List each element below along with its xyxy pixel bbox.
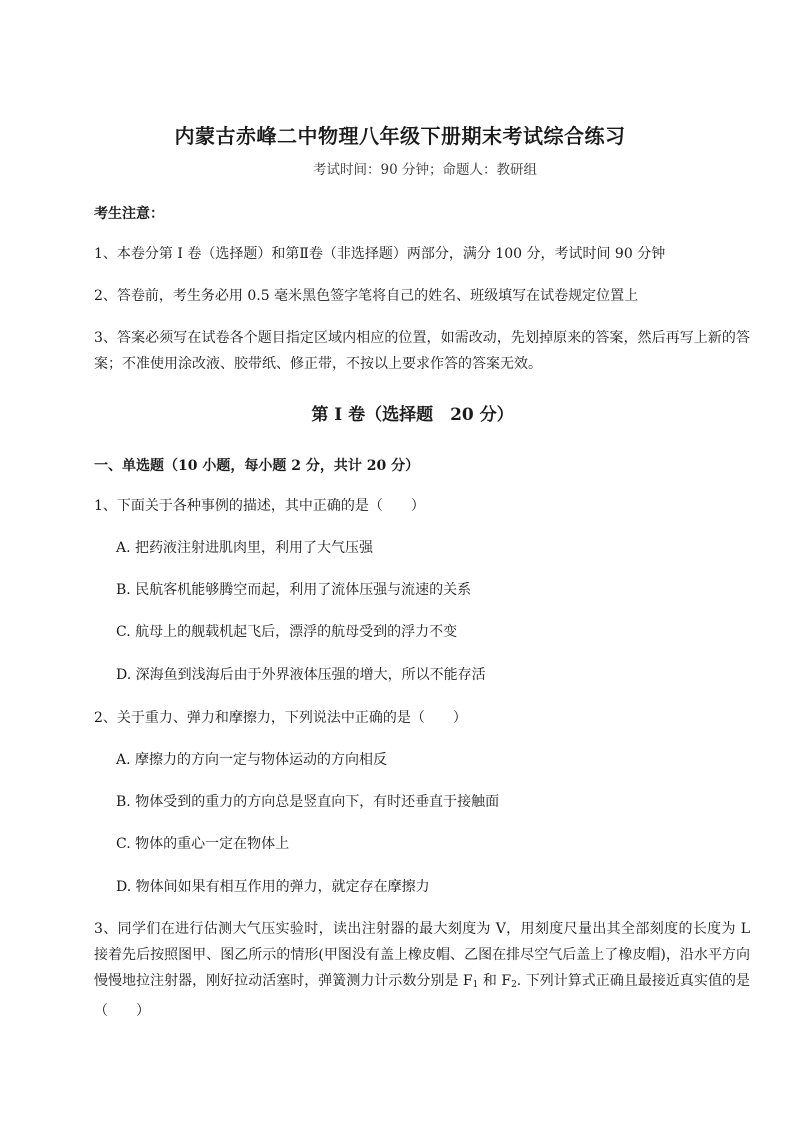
notice-item: 2、答卷前，考生务必用 0.5 毫米黑色签字笔将自己的姓名、班级填写在试卷规定位置上 bbox=[94, 288, 639, 304]
option-d: D. 深海鱼到浅海后由于外界液体压强的增大，所以不能存活 bbox=[116, 667, 486, 683]
option-a: A. 把药液注射进肌肉里，利用了大气压强 bbox=[116, 540, 374, 556]
notice-item: 3、答案必须写在试卷各个题目指定区域内相应的位置，如需改动，先划掉原来的答案，然后再写上新的答案；不准使用涂改液、胶带纸、修正带，不按以上要求作答的答案无效。 bbox=[94, 330, 750, 372]
notice-item: 1、本卷分第 I 卷（选择题）和第Ⅱ卷（非选择题）两部分，满分 100 分，考试时间 90 分钟 bbox=[94, 246, 666, 262]
part-heading: 一、单选题（10 小题，每小题 2 分，共计 20 分） bbox=[94, 458, 420, 474]
stem-text: 和 F bbox=[478, 973, 512, 989]
question-stem bbox=[94, 916, 750, 1024]
option-b: B. 物体受到的重力的方向总是竖直向下，有时还垂直于接触面 bbox=[116, 794, 500, 810]
option-a: A. 摩擦力的方向一定与物体运动的方向相反 bbox=[116, 752, 388, 768]
option-c: C. 物体的重心一定在物体上 bbox=[116, 836, 290, 852]
notice-heading: 考生注意： bbox=[94, 206, 164, 222]
section-title: 第 I 卷（选择题 20 分） bbox=[311, 405, 514, 425]
page-title: 内蒙古赤峰二中物理八年级下册期末考试综合练习 bbox=[174, 124, 626, 148]
subscript: 2 bbox=[511, 980, 517, 990]
exam-info: 考试时间：90 分钟；命题人：教研组 bbox=[313, 162, 537, 178]
question-stem: 2、关于重力、弹力和摩擦力，下列说法中正确的是（ ） bbox=[94, 710, 467, 726]
stem-text: . 下列计算式正确且最接近真实值的是（ ） bbox=[94, 973, 750, 1019]
option-d: D. 物体间如果有相互作用的弹力，就定存在摩擦力 bbox=[116, 879, 430, 895]
stem-text: 3、同学们在进行估测大气压实验时，读出注射器的最大刻度为 V，用刻度尺量出其全部刻度的长度为 L 接着先后按照图甲、图乙所示的情形(甲图没有盖上橡皮帽、乙图在排尽空气后盖上了橡皮帽)，沿水平方向慢慢地拉注射器，刚好拉动活塞时，弹簧测力计示数分别是 F bbox=[94, 921, 750, 989]
question-stem: 1、下面关于各种事例的描述，其中正确的是（ ） bbox=[94, 498, 425, 514]
subscript: 1 bbox=[472, 980, 479, 990]
option-b: B. 民航客机能够腾空而起，利用了流体压强与流速的关系 bbox=[116, 582, 472, 598]
option-c: C. 航母上的舰载机起飞后，漂浮的航母受到的浮力不变 bbox=[116, 624, 458, 640]
